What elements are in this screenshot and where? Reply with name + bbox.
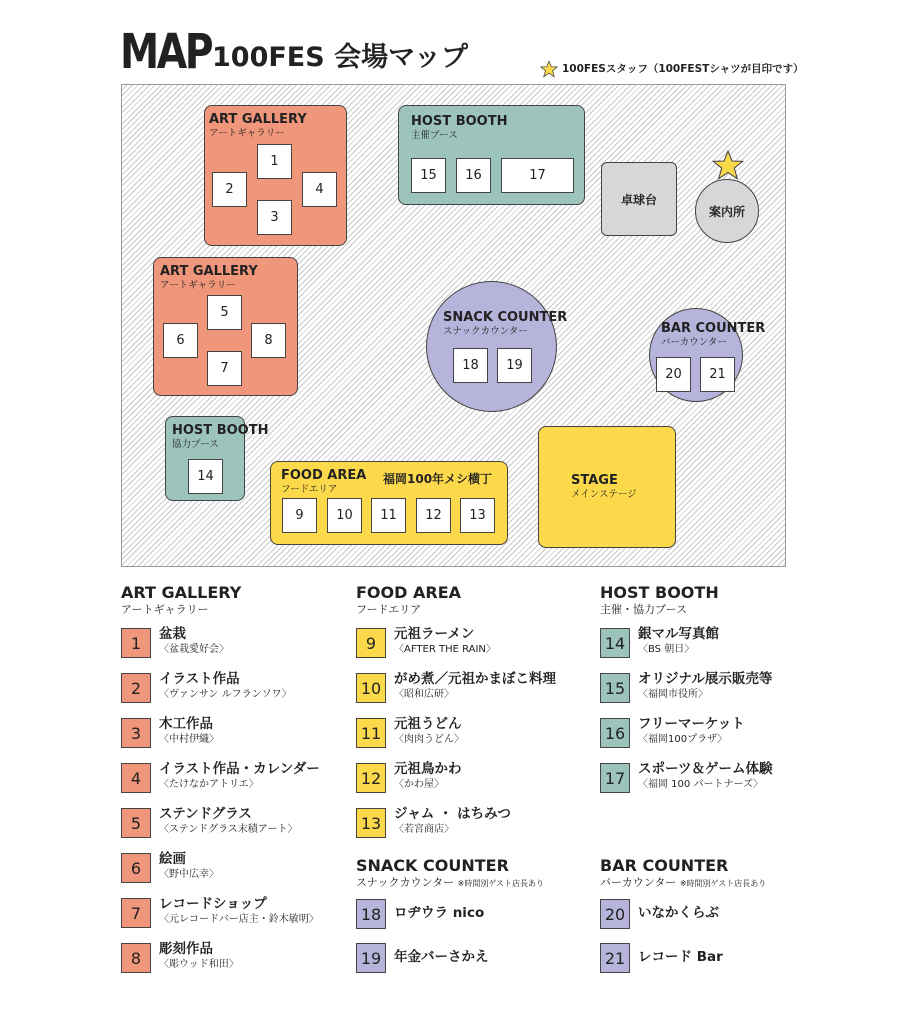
booth-9[interactable]: 9 [282, 498, 317, 533]
legend-note: ※時間別ゲスト店長あり [457, 879, 545, 888]
item-name: 絵画 [159, 851, 186, 867]
legend-title: ART GALLERY [121, 583, 242, 602]
booth-3[interactable]: 3 [257, 200, 292, 235]
item-sub: 〈昭和広研〉 [394, 689, 454, 700]
zone-subtitle: 協力ブース [172, 439, 219, 450]
item-number: 12 [356, 763, 386, 793]
zone-title: BAR COUNTER [661, 321, 766, 336]
item-number: 6 [121, 853, 151, 883]
booth-20[interactable]: 20 [656, 357, 691, 392]
zone-title: HOST BOOTH [172, 423, 269, 438]
zone-subtitle: スナックカウンター [443, 326, 528, 337]
legend-item [600, 628, 719, 658]
booth-1[interactable]: 1 [257, 144, 292, 179]
legend-title: FOOD AREA [356, 583, 461, 602]
item-name: フリーマーケット [638, 716, 745, 732]
legend-subtitle: 主催・協力ブース [600, 603, 688, 616]
item-number: 14 [600, 628, 630, 658]
legend-item [121, 898, 319, 928]
item-name: レコード Bar [638, 949, 723, 965]
item-number: 20 [600, 899, 630, 929]
zone-title-2: 福岡100年メシ横丁 [383, 472, 493, 486]
legend-item [121, 808, 298, 838]
legend-item [121, 673, 292, 703]
zone-art-gallery-2[interactable] [153, 257, 298, 396]
item-name: ロヂウラ nico [394, 905, 485, 921]
legend-item [356, 718, 464, 748]
item-number: 15 [600, 673, 630, 703]
item-number: 3 [121, 718, 151, 748]
zone-subtitle: 主催ブース [411, 130, 458, 141]
zone-title: SNACK COUNTER [443, 310, 568, 325]
zone-bar-counter[interactable] [649, 308, 766, 402]
legend-item [356, 943, 489, 973]
item-sub: 〈BS 朝日〉 [638, 644, 695, 655]
booth-2[interactable]: 2 [212, 172, 247, 207]
booth-19[interactable]: 19 [497, 348, 532, 383]
zone-food-area[interactable] [270, 461, 508, 545]
legend-item [356, 763, 462, 793]
legend-food-header [356, 584, 461, 618]
zone-stage[interactable] [538, 426, 676, 548]
booth-11[interactable]: 11 [371, 498, 406, 533]
legend-item [600, 899, 719, 929]
item-number: 16 [600, 718, 630, 748]
item-name: 彫刻作品 [159, 941, 213, 957]
zone-subtitle: アートギャラリー [209, 128, 285, 139]
item-sub: 〈若宮商店〉 [394, 824, 454, 835]
item-number: 2 [121, 673, 151, 703]
legend-item [121, 853, 219, 883]
zone-title: FOOD AREA [281, 468, 367, 483]
item-sub: 〈福岡100プラザ〉 [638, 734, 728, 745]
venue-map [121, 84, 786, 567]
page-subtitle: 100FES 会場マップ [212, 42, 469, 73]
item-sub: 〈ヴァンサン ルフランソワ〉 [159, 689, 292, 700]
item-name: ステンドグラス [159, 806, 252, 822]
item-number: 9 [356, 628, 386, 658]
item-sub: 〈中村伊織〉 [159, 734, 219, 745]
staff-legend-text: 100FESスタッフ（100FESTシャツが目印です） [562, 63, 804, 75]
legend-subtitle: バーカウンター [600, 876, 677, 889]
item-sub: 〈ステンドグラス末積アート〉 [159, 824, 298, 835]
legend-item [356, 628, 496, 658]
item-sub: 〈AFTER THE RAIN〉 [394, 644, 496, 655]
booth-10[interactable]: 10 [327, 498, 362, 533]
zone-host-booth-1[interactable] [398, 105, 585, 205]
item-name: 年金バーさかえ [394, 949, 489, 965]
legend-title: HOST BOOTH [600, 583, 719, 602]
booth-13[interactable]: 13 [460, 498, 495, 533]
zone-title: ART GALLERY [209, 112, 307, 127]
item-sub: 〈野中広幸〉 [159, 869, 219, 880]
item-name: イラスト作品 [159, 671, 240, 687]
item-sub: 〈彫ウッド和田〉 [159, 959, 239, 970]
zone-subtitle: メインステージ [571, 489, 637, 500]
item-number: 13 [356, 808, 386, 838]
item-number: 7 [121, 898, 151, 928]
item-number: 5 [121, 808, 151, 838]
legend-item [356, 899, 484, 929]
item-sub: 〈肉肉うどん〉 [394, 734, 464, 745]
information-desk[interactable]: 案内所 [695, 179, 759, 243]
zone-title: STAGE [571, 473, 618, 488]
booth-8[interactable]: 8 [251, 323, 286, 358]
legend-item [600, 673, 772, 703]
zone-snack-counter[interactable] [426, 281, 568, 412]
item-name: スポーツ＆ゲーム体験 [638, 761, 773, 777]
legend-item [121, 628, 229, 658]
booth-14[interactable]: 14 [188, 459, 223, 494]
zone-host-booth-2[interactable] [165, 416, 269, 501]
legend-host-header [600, 584, 719, 618]
item-name: 銀マル写真館 [638, 626, 719, 642]
item-number: 19 [356, 943, 386, 973]
booth-12[interactable]: 12 [416, 498, 451, 533]
legend-title: BAR COUNTER [600, 856, 729, 875]
staff-star-icon [711, 149, 745, 181]
zone-title: ART GALLERY [160, 264, 258, 279]
item-number: 1 [121, 628, 151, 658]
item-name: ジャム ・ はちみつ [394, 806, 511, 822]
legend-subtitle: スナックカウンター [356, 876, 455, 889]
item-number: 4 [121, 763, 151, 793]
item-name: レコードショップ [159, 896, 267, 912]
legend-item [121, 943, 239, 973]
legend-item [121, 763, 320, 793]
item-sub: 〈元レコードバー店主・鈴木敏明〉 [159, 914, 319, 925]
booth-4[interactable]: 4 [302, 172, 337, 207]
booth-17[interactable]: 17 [501, 158, 574, 193]
item-name: 元祖鳥かわ [394, 761, 462, 777]
legend-subtitle: フードエリア [356, 603, 422, 616]
legend-subtitle: アートギャラリー [121, 603, 209, 616]
item-name: 木工作品 [159, 716, 213, 732]
item-number: 18 [356, 899, 386, 929]
booth-7[interactable]: 7 [207, 351, 242, 386]
page-title: MAP [120, 24, 212, 80]
zone-subtitle: アートギャラリー [160, 280, 236, 291]
legend-item [600, 718, 745, 748]
booth-18[interactable]: 18 [453, 348, 488, 383]
item-name: いなかくらぶ [638, 905, 719, 921]
legend-item [600, 763, 772, 793]
item-number: 21 [600, 943, 630, 973]
item-name: イラスト作品・カレンダー [159, 761, 320, 777]
booth-21[interactable]: 21 [700, 357, 735, 392]
legend-title: SNACK COUNTER [356, 856, 509, 875]
item-name: 盆栽 [159, 626, 186, 642]
item-sub: 〈福岡 100 パートナーズ〉 [638, 779, 763, 790]
zone-subtitle: フードエリア [281, 484, 338, 495]
item-number: 10 [356, 673, 386, 703]
item-number: 8 [121, 943, 151, 973]
legend-item [600, 943, 723, 973]
item-name: 元祖うどん [394, 716, 462, 732]
legend-item [121, 718, 219, 748]
booth-15[interactable]: 15 [411, 158, 446, 193]
booth-16[interactable]: 16 [456, 158, 491, 193]
zone-title: HOST BOOTH [411, 114, 508, 129]
legend-item [356, 808, 511, 838]
legend-item [356, 673, 556, 703]
item-name: 元祖ラーメン [394, 626, 475, 642]
staff-legend [540, 60, 804, 78]
item-sub: 〈盆栽愛好会〉 [159, 644, 229, 655]
table-tennis[interactable]: 卓球台 [601, 162, 677, 236]
item-number: 17 [600, 763, 630, 793]
legend-art-header [121, 584, 241, 618]
legend-snack-header [356, 857, 544, 892]
zone-subtitle: バーカウンター [661, 337, 727, 348]
legend-bar-header [600, 857, 766, 892]
item-name: がめ煮／元祖かまぼこ料理 [394, 671, 556, 687]
booth-5[interactable]: 5 [207, 295, 242, 330]
item-name: オリジナル展示販売等 [638, 671, 773, 687]
item-sub: 〈たけなかアトリエ〉 [159, 779, 259, 790]
booth-6[interactable]: 6 [163, 323, 198, 358]
item-sub: 〈福岡市役所〉 [638, 689, 708, 700]
item-number: 11 [356, 718, 386, 748]
legend-note: ※時間別ゲスト店長あり [679, 879, 767, 888]
item-sub: 〈かわ屋〉 [394, 779, 444, 790]
star-icon [540, 60, 558, 78]
zone-art-gallery-1[interactable] [204, 105, 347, 246]
